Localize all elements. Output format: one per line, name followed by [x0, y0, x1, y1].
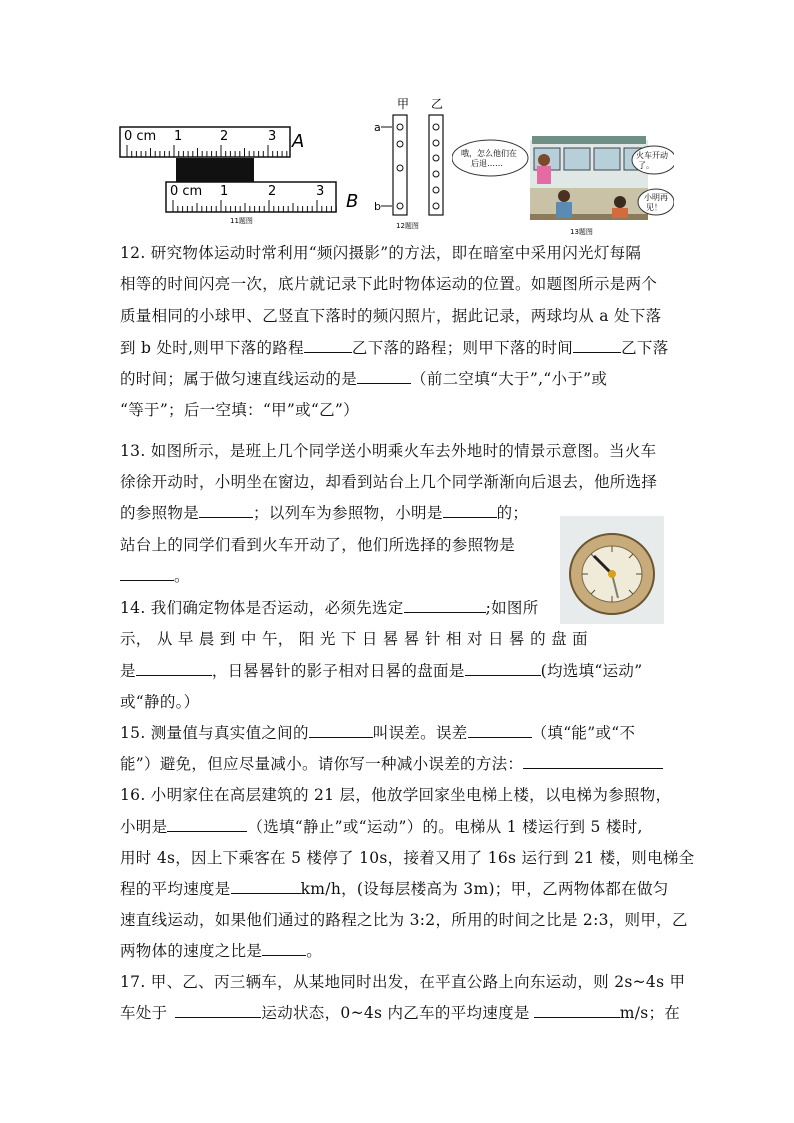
- q12-line-5: 的时间；属于做匀速直线运动的是 （前二空填“大于”,“小于”或: [120, 370, 608, 388]
- measured-block: [176, 158, 254, 182]
- ruler-a-name: A: [292, 131, 305, 152]
- ruler-b-label-0: 0 cm: [170, 184, 203, 199]
- q12-blank-2[interactable]: [573, 338, 621, 353]
- q14-line-1: 14. 我们确定物体是否运动，必须先选定 ;如图所: [120, 599, 539, 617]
- q12-line-3: 质量相同的小球甲、乙竖直下落时的频闪照片，据此记录，两球均从 a 处下落: [120, 307, 662, 325]
- q16-line-4: 程的平均速度是 km/h，(设每层楼高为 3m)；甲，乙两物体都在做匀: [120, 880, 669, 898]
- ruler-a-label-2: 2: [220, 129, 229, 144]
- q12-line-1: 12. 研究物体运动时常利用“频闪摄影”的方法，即在暗室中采用闪光灯每隔: [120, 244, 642, 262]
- q12-line-2: 相等的时间闪亮一次，底片就记录下此时物体运动的位置。如题图所示是两个: [120, 275, 658, 293]
- q16-blank-2[interactable]: [231, 879, 301, 894]
- ruler-a-label-1: 1: [174, 129, 183, 144]
- q14-line-2: 示， 从 早 晨 到 中 午， 阳 光 下 日 晷 晷 针 相 对 日 晷 的 盘 面: [120, 630, 588, 648]
- q13-line-2: 徐徐开动时，小明坐在窗边，却看到站台上几个同学渐渐向后退去，他所选择: [120, 473, 658, 491]
- q15-line-1: 15. 测量值与真实值之间的 叫误差。误差 （填“能”或“不: [120, 724, 636, 742]
- figure-13-caption: 13题图: [570, 228, 593, 236]
- figure-11-caption: 11题图: [230, 217, 253, 225]
- q12-line-6: “等于”；后一空填：“甲”或“乙”）: [120, 401, 359, 419]
- bubble-left-line-2: 后退……: [471, 159, 503, 168]
- q14-blank-3[interactable]: [465, 661, 541, 676]
- ruler-a-label-0: 0 cm: [124, 129, 157, 144]
- q15-blank-3[interactable]: [523, 754, 663, 769]
- ball-jia-label: 甲: [397, 97, 410, 111]
- q15-blank-1[interactable]: [309, 723, 373, 738]
- q16-blank-3[interactable]: [262, 941, 306, 956]
- bubble-right-top-line-1: 火车开动: [636, 151, 668, 160]
- q13-line-3: 的参照物是 ；以列车为参照物，小明是 的；: [120, 504, 529, 522]
- q16-line-2: 小明是 （选填“静止”或“运动”）的。电梯从 1 楼运行到 5 楼时,: [120, 818, 643, 836]
- train-scene-figure: [452, 128, 674, 238]
- flash-photo-figure: [370, 96, 460, 232]
- q12-line-4: 到 b 处时,则甲下落的路程 乙下落的路程；则甲下落的时间 乙下落: [120, 339, 669, 357]
- q16-line-6: 两物体的速度之比是 。: [120, 942, 323, 960]
- q17-line-1: 17. 甲、乙、丙三辆车，从某地同时出发，在平直公路上向东运动，则 2s~4s 甲: [120, 973, 686, 991]
- bubble-right-top-line-2: 了。: [638, 161, 654, 170]
- q16-line-3: 用时 4s，因上下乘客在 5 楼停了 10s，接着又用了 16s 运行到 21 楼，则电梯全: [120, 849, 695, 867]
- q16-line-5: 速直线运动，如果他们通过的路程之比为 3:2，所用的时间之比是 2:3，则甲，乙: [120, 911, 688, 929]
- q17-blank-1[interactable]: [175, 1003, 261, 1018]
- bubble-left-line-1: 哦，怎么他们在: [461, 149, 517, 158]
- q13-line-4: 站台上的同学们看到火车开动了，他们所选择的参照物是: [120, 536, 516, 554]
- q15-line-2: 能”）避免，但应尽量减小。请你写一种减小误差的方法：: [120, 754, 663, 774]
- q17-line-2: 车处于 运动状态，0~4s 内乙车的平均速度是 m/s；在: [120, 1004, 681, 1022]
- q13-blank-3[interactable]: [120, 566, 174, 581]
- mark-a: a: [374, 121, 381, 134]
- mark-b: b: [374, 200, 381, 213]
- q13-blank-2[interactable]: [443, 503, 497, 518]
- q14-blank-2[interactable]: [136, 661, 212, 676]
- ruler-b-name: B: [346, 191, 359, 212]
- bubble-right-bottom-line-1: 小明再: [644, 193, 668, 202]
- figure-12-caption: 12题图: [396, 222, 419, 230]
- q14-line-4: 或“静的。）: [120, 693, 200, 711]
- q13-line-1: 13. 如图所示，是班上几个同学送小明乘火车去外地时的情景示意图。当火车: [120, 442, 657, 460]
- q15-blank-2[interactable]: [468, 723, 532, 738]
- bubble-right-bottom-line-2: 见！: [646, 203, 662, 212]
- ruler-b-label-1: 1: [220, 184, 229, 199]
- q12-blank-1[interactable]: [304, 338, 352, 353]
- q17-blank-2[interactable]: [534, 1003, 620, 1018]
- ruler-figure: [118, 125, 368, 225]
- q13-line-5: 。: [120, 566, 190, 586]
- ball-yi-label: 乙: [431, 97, 444, 111]
- ruler-b-label-3: 3: [316, 184, 325, 199]
- q16-line-1: 16. 小明家住在高层建筑的 21 层，他放学回家坐电梯上楼，以电梯为参照物，: [120, 786, 672, 804]
- q14-blank-1[interactable]: [404, 598, 486, 613]
- ruler-b-label-2: 2: [268, 184, 277, 199]
- ruler-a-label-3: 3: [268, 129, 277, 144]
- q13-blank-1[interactable]: [199, 503, 253, 518]
- q14-line-3: 是 ，日晷晷针的影子相对日晷的盘面是 (均选填“运动”: [120, 662, 643, 680]
- q16-blank-1[interactable]: [167, 817, 247, 832]
- q12-blank-3[interactable]: [357, 369, 411, 384]
- sundial-photo: [560, 516, 664, 624]
